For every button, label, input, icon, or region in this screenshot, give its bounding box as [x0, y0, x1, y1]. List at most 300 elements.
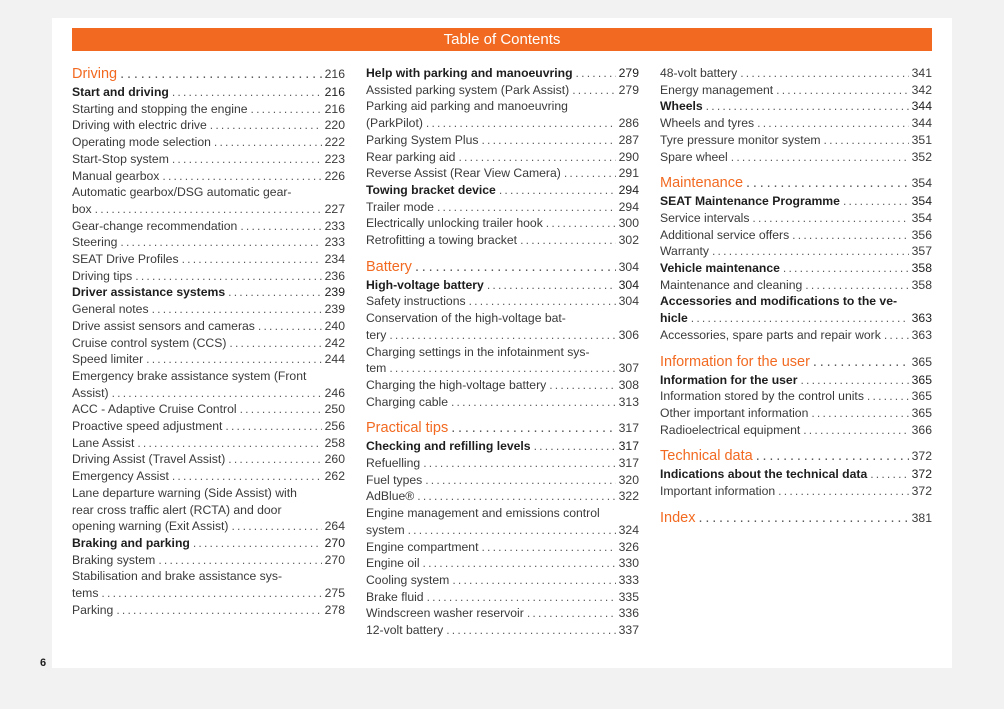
toc-entry-title: Proactive speed adjustment [72, 419, 223, 434]
toc-entry-page: 337 [618, 623, 639, 638]
toc-dot-leader [146, 351, 322, 368]
toc-entry-page: 246 [324, 385, 345, 400]
toc-entry[interactable] [660, 149, 932, 166]
toc-entry-title: Vehicle maintenance [660, 261, 780, 276]
toc-section-heading[interactable] [366, 419, 639, 438]
toc-dot-leader [120, 234, 321, 251]
toc-entry-page: 372 [911, 467, 932, 482]
toc-entry-page: 358 [911, 261, 932, 276]
toc-entry-title: Accessories, spare parts and repair work [660, 327, 881, 342]
toc-entry[interactable] [660, 98, 932, 115]
toc-entry-page: 300 [618, 216, 639, 231]
toc-dot-leader [824, 132, 909, 149]
toc-dot-leader [452, 572, 615, 589]
toc-entry[interactable] [366, 394, 639, 411]
toc-entry-page: 365 [911, 389, 932, 404]
toc-entry-page: 366 [911, 422, 932, 437]
toc-entry-page: 226 [324, 168, 345, 183]
toc-entry[interactable] [660, 210, 932, 227]
toc-entry[interactable] [72, 335, 345, 352]
toc-entry-title: Charging settings in the infotainment sys- [366, 344, 590, 359]
toc-entry-title: Cooling system [366, 572, 450, 587]
toc-entry[interactable] [660, 115, 932, 132]
toc-dot-leader [162, 168, 321, 185]
toc-section-heading[interactable] [660, 353, 932, 372]
toc-dot-leader [712, 243, 909, 260]
toc-entry-page: 242 [324, 335, 345, 350]
toc-entry-title: SEAT Maintenance Programme [660, 194, 840, 209]
toc-entry-page: 302 [618, 233, 639, 248]
toc-entry-title: rear cross traffic alert (RCTA) and door [72, 502, 282, 517]
toc-entry-page: 294 [618, 199, 639, 214]
toc-dot-leader [731, 149, 909, 166]
toc-entry[interactable] [366, 377, 639, 394]
toc-entry-title: Practical tips [366, 420, 449, 437]
toc-entry-page: 236 [324, 268, 345, 283]
toc-entry-page: 365 [911, 405, 932, 420]
toc-entry-page: 324 [618, 522, 639, 537]
toc-entry-page: 256 [324, 419, 345, 434]
toc-dot-leader [389, 327, 615, 344]
toc-entry-title: 48-volt battery [660, 66, 738, 80]
toc-entry[interactable] [72, 451, 345, 468]
toc-entry-page: 330 [618, 556, 639, 571]
toc-entry[interactable] [366, 555, 639, 572]
toc-entry-title: Other important information [660, 405, 809, 420]
toc-entry[interactable] [72, 602, 345, 619]
toc-dot-leader [867, 388, 909, 405]
toc-entry[interactable] [366, 82, 639, 99]
toc-entry[interactable] [366, 65, 639, 82]
toc-entry[interactable] [72, 117, 345, 134]
toc-entry-title: Radioelectrical equipment [660, 422, 801, 437]
toc-entry[interactable] [72, 234, 345, 251]
toc-entry[interactable] [366, 182, 639, 199]
toc-entry-page: 363 [911, 311, 932, 326]
toc-dot-leader [783, 260, 909, 277]
toc-entry-title: AdBlue® [366, 489, 415, 504]
toc-entry-title: Technical data [660, 448, 753, 465]
toc-entry[interactable] [366, 344, 639, 361]
toc-entry[interactable] [660, 466, 932, 483]
toc-dot-leader [423, 555, 616, 572]
toc-entry-page: 279 [618, 66, 639, 80]
toc-entry[interactable] [366, 115, 639, 132]
toc-entry-page: 304 [618, 259, 639, 274]
toc-dot-leader [546, 215, 616, 232]
toc-entry-page: 264 [324, 519, 345, 534]
toc-entry-title: Engine oil [366, 556, 420, 571]
toc-entry[interactable] [366, 232, 639, 249]
toc-entry-title: Battery [366, 258, 412, 275]
toc-entry-title: Gear-change recommendation [72, 218, 238, 233]
toc-entry[interactable] [72, 552, 345, 569]
toc-entry-page: 356 [911, 227, 932, 242]
toc-entry[interactable] [72, 284, 345, 301]
toc-dot-leader [884, 327, 909, 344]
toc-entry-page: 278 [324, 602, 345, 617]
toc-dot-leader [214, 134, 322, 151]
toc-dot-leader [95, 201, 322, 218]
toc-entry-title: Steering [72, 235, 118, 250]
toc-entry-title: Emergency brake assistance system (Front [72, 368, 307, 383]
toc-entry[interactable] [72, 518, 345, 535]
toc-entry[interactable] [660, 65, 932, 82]
toc-entry-page: 291 [618, 166, 639, 181]
toc-entry[interactable] [366, 488, 639, 505]
toc-entry-title: Drive assist sensors and cameras [72, 318, 255, 333]
toc-entry-title: Driving tips [72, 268, 133, 283]
toc-entry[interactable] [366, 293, 639, 310]
toc-entry-title: High-voltage battery [366, 277, 484, 292]
toc-dot-leader [231, 518, 321, 535]
toc-entry-page: 344 [911, 116, 932, 131]
toc-entry[interactable] [660, 483, 932, 500]
toc-entry-title: SEAT Drive Profiles [72, 252, 179, 267]
toc-entry-title: Assist) [72, 385, 109, 400]
toc-entry-page: 357 [911, 244, 932, 259]
toc-dot-leader [481, 132, 615, 149]
toc-entry[interactable] [72, 401, 345, 418]
toc-dot-leader [137, 435, 321, 452]
toc-dot-leader [228, 451, 321, 468]
toc-entry-title: Spare wheel [660, 149, 728, 164]
toc-entry-title: Manual gearbox [72, 168, 160, 183]
toc-entry-title: Cruise control system (CCS) [72, 335, 227, 350]
toc-header: Table of Contents [72, 28, 932, 51]
toc-entry-title: Driving [72, 66, 118, 82]
toc-entry-title: Maintenance and cleaning [660, 277, 803, 292]
toc-entry-page: 234 [324, 252, 345, 267]
toc-entry[interactable] [72, 568, 345, 585]
toc-dot-leader [752, 210, 908, 227]
toc-dot-leader [805, 277, 908, 294]
toc-entry[interactable] [660, 277, 932, 294]
toc-entry-title: Tyre pressure monitor system [660, 132, 821, 147]
toc-dot-leader [572, 82, 615, 99]
toc-entry-title: Service intervals [660, 210, 750, 225]
toc-entry[interactable] [366, 199, 639, 216]
toc-entry[interactable] [660, 227, 932, 244]
toc-dot-leader [520, 232, 616, 249]
toc-dot-leader [415, 258, 616, 277]
toc-section-heading[interactable] [366, 258, 639, 277]
toc-entry[interactable] [366, 215, 639, 232]
toc-entry[interactable] [72, 268, 345, 285]
toc-entry-title: tem [366, 361, 387, 376]
toc-entry[interactable] [366, 310, 639, 327]
toc-entry[interactable] [366, 589, 639, 606]
toc-entry[interactable] [366, 149, 639, 166]
toc-entry-title: Additional service offers [660, 227, 790, 242]
toc-entry[interactable] [660, 327, 932, 344]
toc-entry[interactable] [660, 293, 932, 310]
toc-dot-leader [756, 447, 909, 466]
toc-dot-leader [843, 193, 909, 210]
toc-entry-title: tems [72, 586, 99, 601]
toc-entry[interactable] [72, 385, 345, 402]
toc-entry[interactable] [366, 98, 639, 115]
toc-entry[interactable] [72, 351, 345, 368]
toc-entry[interactable] [72, 368, 345, 385]
toc-entry-page: 258 [324, 435, 345, 450]
toc-dot-leader [417, 488, 615, 505]
toc-entry[interactable] [366, 277, 639, 294]
toc-entry[interactable] [72, 101, 345, 118]
toc-entry[interactable] [366, 605, 639, 622]
toc-entry-title: Warranty [660, 244, 709, 259]
toc-entry-title: Automatic gearbox/DSG automatic gear- [72, 185, 292, 200]
toc-dot-leader [389, 360, 615, 377]
toc-entry-page: 306 [618, 327, 639, 342]
toc-entry[interactable] [72, 435, 345, 452]
toc-dot-leader [778, 483, 908, 500]
toc-dot-leader [228, 284, 322, 301]
toc-entry-title: Lane Assist [72, 435, 135, 450]
toc-entry-page: 304 [618, 277, 639, 292]
toc-entry[interactable] [72, 585, 345, 602]
toc-entry-title: Start-Stop system [72, 151, 169, 166]
toc-entry-title: Parking System Plus [366, 132, 479, 147]
toc-entry-page: 317 [618, 421, 639, 436]
toc-entry-page: 244 [324, 352, 345, 367]
toc-dot-leader [534, 438, 616, 455]
toc-dot-leader [158, 552, 321, 569]
toc-entry[interactable] [72, 168, 345, 185]
toc-entry[interactable] [660, 372, 932, 389]
toc-entry-page: 250 [324, 402, 345, 417]
toc-entry[interactable] [72, 184, 345, 201]
toc-dot-leader [172, 84, 322, 101]
toc-dot-leader [757, 115, 909, 132]
toc-dot-leader [152, 301, 322, 318]
toc-entry-page: 344 [911, 99, 932, 114]
toc-entry[interactable] [72, 301, 345, 318]
toc-entry-page: 294 [618, 182, 639, 197]
toc-entry-page: 352 [911, 149, 932, 164]
toc-section-heading[interactable] [660, 174, 932, 193]
toc-entry-page: 239 [324, 285, 345, 300]
toc-entry[interactable] [72, 84, 345, 101]
toc-entry[interactable] [72, 535, 345, 552]
toc-entry[interactable] [366, 622, 639, 639]
toc-column-2 [366, 65, 639, 639]
toc-dot-leader [229, 335, 321, 352]
toc-dot-leader [527, 605, 616, 622]
toc-entry-page: 372 [911, 449, 932, 464]
toc-entry[interactable] [366, 455, 639, 472]
toc-entry-page: 223 [324, 151, 345, 166]
toc-dot-leader [210, 117, 322, 134]
toc-entry-title: Starting and stopping the engine [72, 101, 248, 116]
toc-entry[interactable] [72, 318, 345, 335]
toc-entry-page: 381 [911, 510, 932, 525]
toc-dot-leader [437, 199, 616, 216]
toc-dot-leader [193, 535, 322, 552]
toc-dot-leader [451, 419, 615, 438]
toc-entry[interactable] [366, 522, 639, 539]
toc-entry-page: 336 [618, 606, 639, 621]
toc-entry-title: Assisted parking system (Park Assist) [366, 82, 570, 97]
toc-dot-leader [803, 422, 908, 439]
toc-entry-page: 260 [324, 452, 345, 467]
toc-entry[interactable] [72, 134, 345, 151]
toc-entry[interactable] [72, 218, 345, 235]
toc-entry[interactable] [366, 132, 639, 149]
toc-entry[interactable] [72, 485, 345, 502]
toc-entry-page: 313 [618, 394, 639, 409]
toc-entry-page: 286 [618, 116, 639, 131]
toc-dot-leader [427, 589, 616, 606]
toc-dot-leader [258, 318, 322, 335]
toc-entry-title: ACC - Adaptive Cruise Control [72, 402, 237, 417]
toc-entry-page: 335 [618, 589, 639, 604]
toc-dot-leader [487, 277, 616, 294]
toc-entry[interactable] [366, 438, 639, 455]
toc-entry[interactable] [72, 201, 345, 218]
toc-dot-leader [576, 65, 616, 82]
toc-entry-page: 320 [618, 472, 639, 487]
toc-entry-title: Electrically unlocking trailer hook [366, 216, 543, 231]
toc-entry-page: 287 [618, 132, 639, 147]
toc-dot-leader [101, 585, 321, 602]
toc-entry[interactable] [366, 505, 639, 522]
toc-dot-leader [740, 65, 908, 82]
toc-entry[interactable] [72, 502, 345, 519]
toc-entry-page: 358 [911, 277, 932, 292]
toc-entry-title: Accessories and modifications to the ve- [660, 294, 898, 309]
toc-entry[interactable] [366, 472, 639, 489]
toc-entry-page: 216 [324, 67, 345, 81]
page-number: 6 [40, 657, 47, 669]
toc-entry-page: 354 [911, 194, 932, 209]
toc-entry-page: 341 [911, 66, 932, 80]
toc-entry[interactable] [366, 539, 639, 556]
toc-entry[interactable] [72, 468, 345, 485]
toc-entry-title: Information for the user [660, 353, 810, 370]
toc-entry[interactable] [72, 418, 345, 435]
toc-dot-leader [240, 218, 321, 235]
toc-dot-leader [135, 268, 321, 285]
toc-entry[interactable] [660, 82, 932, 99]
toc-entry-page: 354 [911, 176, 932, 191]
toc-entry-title: Driver assistance systems [72, 285, 226, 300]
toc-entry-title: (ParkPilot) [366, 116, 423, 131]
toc-entry[interactable] [660, 132, 932, 149]
toc-entry-title: Windscreen washer reservoir [366, 606, 524, 621]
toc-dot-leader [423, 455, 615, 472]
toc-entry-title: Wheels and tyres [660, 116, 755, 131]
toc-entry-title: Parking [72, 602, 114, 617]
toc-entry-title: system [366, 522, 405, 537]
toc-entry-title: Help with parking and manoeuvring [366, 66, 573, 80]
toc-entry-page: 233 [324, 218, 345, 233]
toc-dot-leader [172, 468, 322, 485]
toc-dot-leader [691, 310, 909, 327]
toc-dot-leader [792, 227, 908, 244]
toc-entry-title: Brake fluid [366, 589, 424, 604]
toc-entry[interactable] [660, 193, 932, 210]
toc-entry-page: 240 [324, 318, 345, 333]
toc-entry-title: Lane departure warning (Side Assist) with [72, 485, 297, 500]
toc-entry-title: Trailer mode [366, 199, 434, 214]
toc-entry-page: 222 [324, 135, 345, 150]
toc-entry[interactable] [660, 260, 932, 277]
toc-entry-title: 12-volt battery [366, 623, 444, 638]
toc-dot-leader [870, 466, 908, 483]
toc-entry-title: Fuel types [366, 472, 423, 487]
toc-entry[interactable] [366, 572, 639, 589]
toc-entry-title: Energy management [660, 82, 774, 97]
toc-column-1 [72, 65, 345, 619]
toc-entry[interactable] [366, 165, 639, 182]
toc-entry[interactable] [660, 405, 932, 422]
toc-entry-title: Important information [660, 484, 776, 499]
toc-entry-page: 279 [618, 82, 639, 97]
toc-entry-title: Towing bracket device [366, 182, 496, 197]
toc-entry-page: 220 [324, 118, 345, 133]
toc-entry-page: 372 [911, 484, 932, 499]
toc-entry[interactable] [660, 388, 932, 405]
toc-entry-page: 275 [324, 586, 345, 601]
toc-section-heading[interactable] [660, 447, 932, 466]
toc-section-heading[interactable] [660, 509, 932, 528]
toc-dot-leader [813, 353, 909, 372]
toc-entry-title: hicle [660, 311, 688, 326]
toc-entry-title: Braking system [72, 552, 156, 567]
toc-entry[interactable] [72, 151, 345, 168]
toc-dot-leader [182, 251, 322, 268]
toc-entry-page: 239 [324, 302, 345, 317]
toc-entry[interactable] [72, 251, 345, 268]
toc-entry-page: 308 [618, 377, 639, 392]
toc-dot-leader [746, 174, 909, 193]
toc-entry-page: 307 [618, 361, 639, 376]
toc-entry-page: 326 [618, 539, 639, 554]
toc-dot-leader [251, 101, 322, 118]
toc-entry-title: Wheels [660, 99, 703, 114]
toc-entry[interactable] [366, 327, 639, 344]
toc-section-heading[interactable] [72, 65, 345, 84]
toc-dot-leader [240, 401, 322, 418]
toc-entry-page: 317 [618, 439, 639, 454]
toc-dot-leader [706, 98, 909, 115]
toc-entry-page: 365 [911, 354, 932, 369]
toc-entry-title: Index [660, 509, 696, 526]
toc-entry-title: Indications about the technical data [660, 467, 868, 482]
toc-entry-title: Reverse Assist (Rear View Camera) [366, 166, 561, 181]
toc-entry-page: 322 [618, 489, 639, 504]
toc-entry-title: Charging the high-voltage battery [366, 377, 547, 392]
toc-entry-page: 365 [911, 372, 932, 387]
toc-entry[interactable] [366, 360, 639, 377]
toc-dot-leader [425, 472, 615, 489]
toc-dot-leader [800, 372, 908, 389]
toc-entry-title: Emergency Assist [72, 469, 169, 484]
toc-entry-page: 270 [324, 535, 345, 550]
toc-entry-title: General notes [72, 302, 149, 317]
toc-dot-leader [811, 405, 908, 422]
toc-entry-page: 363 [911, 327, 932, 342]
toc-entry[interactable] [660, 310, 932, 327]
toc-entry[interactable] [660, 243, 932, 260]
toc-dot-leader [698, 509, 908, 528]
toc-entry-title: Driving Assist (Travel Assist) [72, 452, 226, 467]
toc-entry[interactable] [660, 422, 932, 439]
toc-entry-page: 354 [911, 210, 932, 225]
toc-entry-title: Speed limiter [72, 352, 144, 367]
toc-entry-title: Rear parking aid [366, 149, 456, 164]
